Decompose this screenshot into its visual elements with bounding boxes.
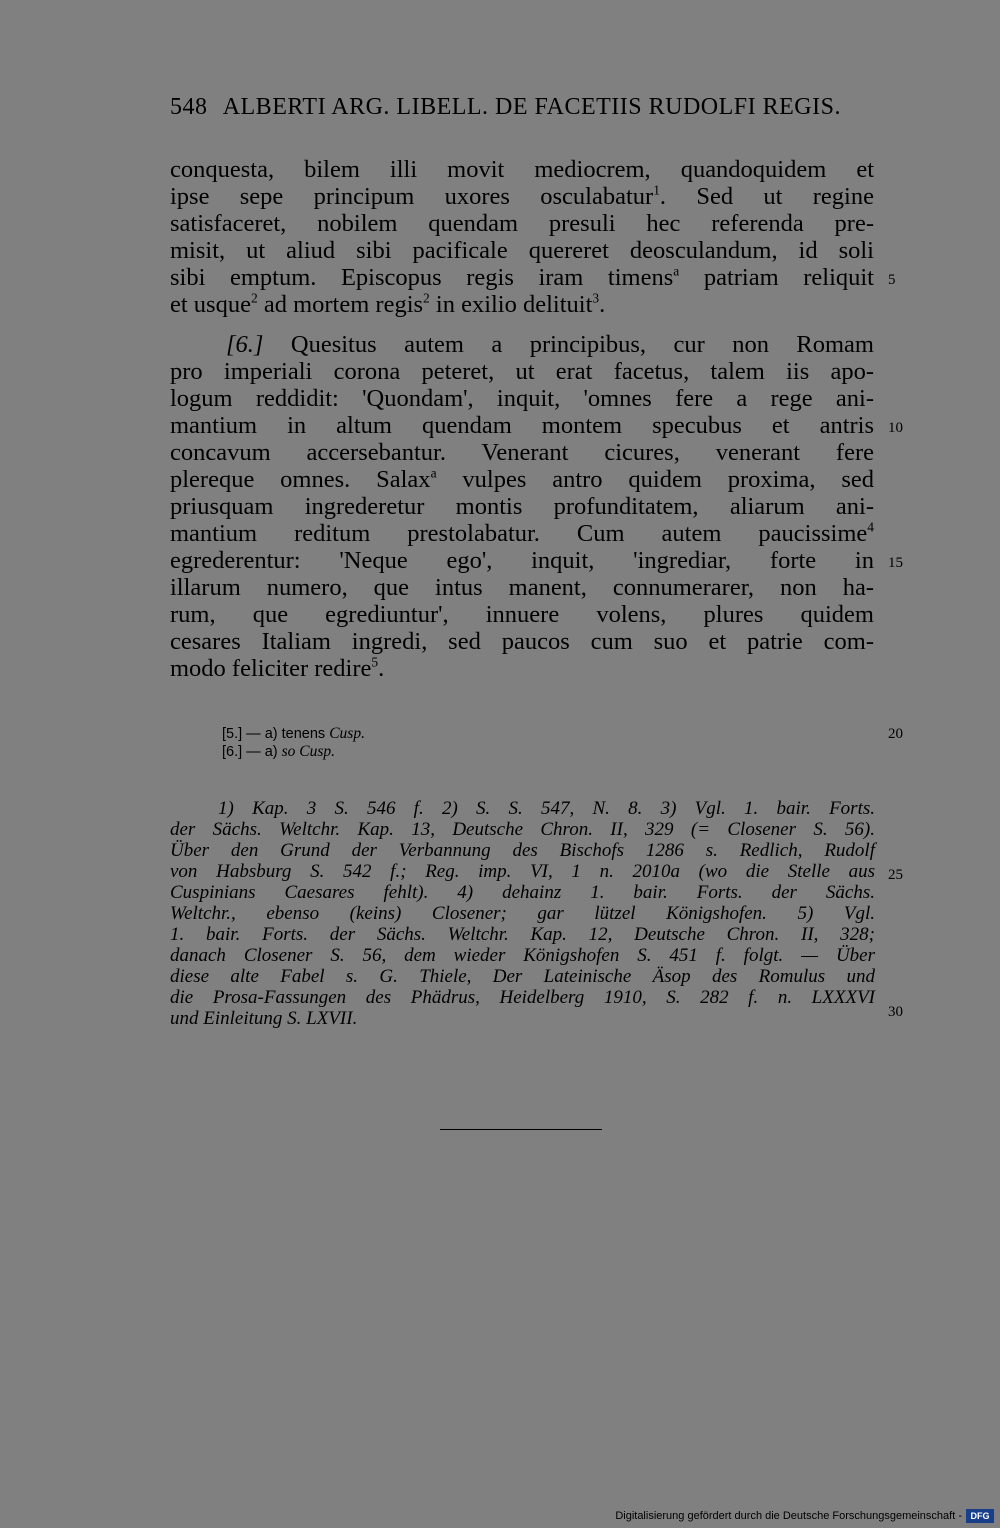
line-number: 5 <box>888 272 896 288</box>
body-line: mantium reditum prestolabatur. Cum autem paucissime$^4$ <box>170 519 874 547</box>
dfg-logo: DFG <box>966 1509 994 1523</box>
body-line: cesares Italiam ingredi, sed paucos cum suo et patrie com- <box>170 628 874 655</box>
footnote-line: 1) Kap. 3 S. 546 f. 2) S. S. 547, N. 8. 3) Vgl. 1. bair. Forts. <box>218 798 875 819</box>
page-number: 548 <box>170 94 208 120</box>
footnote-line: 1. bair. Forts. der Sächs. Weltchr. Kap. 12, Deutsche Chron. II, 328; <box>170 924 875 945</box>
running-title: ALBERTI ARG. LIBELL. DE FACETIIS RUDOLFI REGIS. <box>222 94 841 120</box>
apparatus-entry: [5.] — a) tenens Cusp. <box>222 725 365 742</box>
footnote-line: und Einleitung S. LXVII. <box>170 1008 358 1029</box>
body-line: misit, ut aliud sibi pacificale quereret deosculandum, id soli <box>170 237 874 264</box>
footnote-line: diese alte Fabel s. G. Thiele, Der Lateinische Äsop des Romulus und <box>170 966 875 987</box>
body-line: illarum numero, que intus manent, connumerarer, non ha- <box>170 574 874 601</box>
body-line: rum, que egrediuntur', innuere volens, plures quidem <box>170 601 874 628</box>
footnote-line: der Sächs. Weltchr. Kap. 13, Deutsche Chron. II, 329 (= Closener S. 56). <box>170 819 875 840</box>
body-line: ipse sepe principum uxores osculabatur$^1$. Sed ut regine <box>170 182 874 210</box>
footnote-line: die Prosa-Fassungen des Phädrus, Heidelberg 1910, S. 282 f. n. LXXXVI <box>170 987 875 1008</box>
footnote-line: Über den Grund der Verbannung des Bischofs 1286 s. Redlich, Rudolf <box>170 840 875 861</box>
body-line: mantium in altum quendam montem specubus et antris <box>170 412 874 439</box>
footnote-line: danach Closener S. 56, dem wieder Königshofen S. 451 f. folgt. — Über <box>170 945 875 966</box>
body-line: egrederentur: 'Neque ego', inquit, 'ingrediar, forte in <box>170 547 874 574</box>
body-line: sibi emptum. Episcopus regis iram timens$^a$ patriam reliquit <box>170 263 874 291</box>
body-line: priusquam ingrederetur montis profunditatem, aliarum ani- <box>170 493 874 520</box>
body-line: modo feliciter redire$^5$. <box>170 654 385 682</box>
paragraph-number: [6.] <box>226 331 264 358</box>
footnote-line: Cuspinians Caesares fehlt). 4) dehainz 1. bair. Forts. der Sächs. <box>170 882 875 903</box>
apparatus-entry: [6.] — a) so Cusp. <box>222 743 336 760</box>
body-line: logum reddidit: 'Quondam', inquit, 'omnes fere a rege ani- <box>170 385 874 412</box>
end-rule <box>440 1129 602 1130</box>
footnote-ref: 1 <box>653 182 660 198</box>
footnote-line: von Habsburg S. 542 f.; Reg. imp. VI, 1 n. 2010a (wo die Stelle aus <box>170 861 875 882</box>
body-line: [6.] Quesitus autem a principibus, cur non Romam <box>226 331 874 358</box>
body-line: conquesta, bilem illi movit mediocrem, quandoquidem et <box>170 156 874 183</box>
running-header <box>170 94 870 121</box>
apparatus-ref: a <box>673 263 680 279</box>
footnote-line: Weltchr., ebenso (keins) Closener; gar lützel Königshofen. 5) Vgl. <box>170 903 875 924</box>
line-number: 30 <box>888 1004 903 1020</box>
line-number: 25 <box>888 867 903 883</box>
body-line: plereque omnes. Salax$^a$ vulpes antro quidem proxima, sed <box>170 465 874 493</box>
body-line: pro imperiali corona peteret, ut erat facetus, talem iis apo- <box>170 358 874 385</box>
line-number: 20 <box>888 726 903 742</box>
digitization-credit: Digitalisierung gefördert durch die Deutsche Forschungsgemeinschaft - <box>615 1510 962 1522</box>
line-number: 15 <box>888 555 903 571</box>
body-line: satisfaceret, nobilem quendam presuli hec referenda pre- <box>170 210 874 237</box>
body-line: concavum accersebantur. Venerant cicures, venerant fere <box>170 439 874 466</box>
body-line: et usque$^2$ ad mortem regis$^2$ in exilio delituit$^3$. <box>170 290 606 318</box>
line-number: 10 <box>888 420 903 436</box>
